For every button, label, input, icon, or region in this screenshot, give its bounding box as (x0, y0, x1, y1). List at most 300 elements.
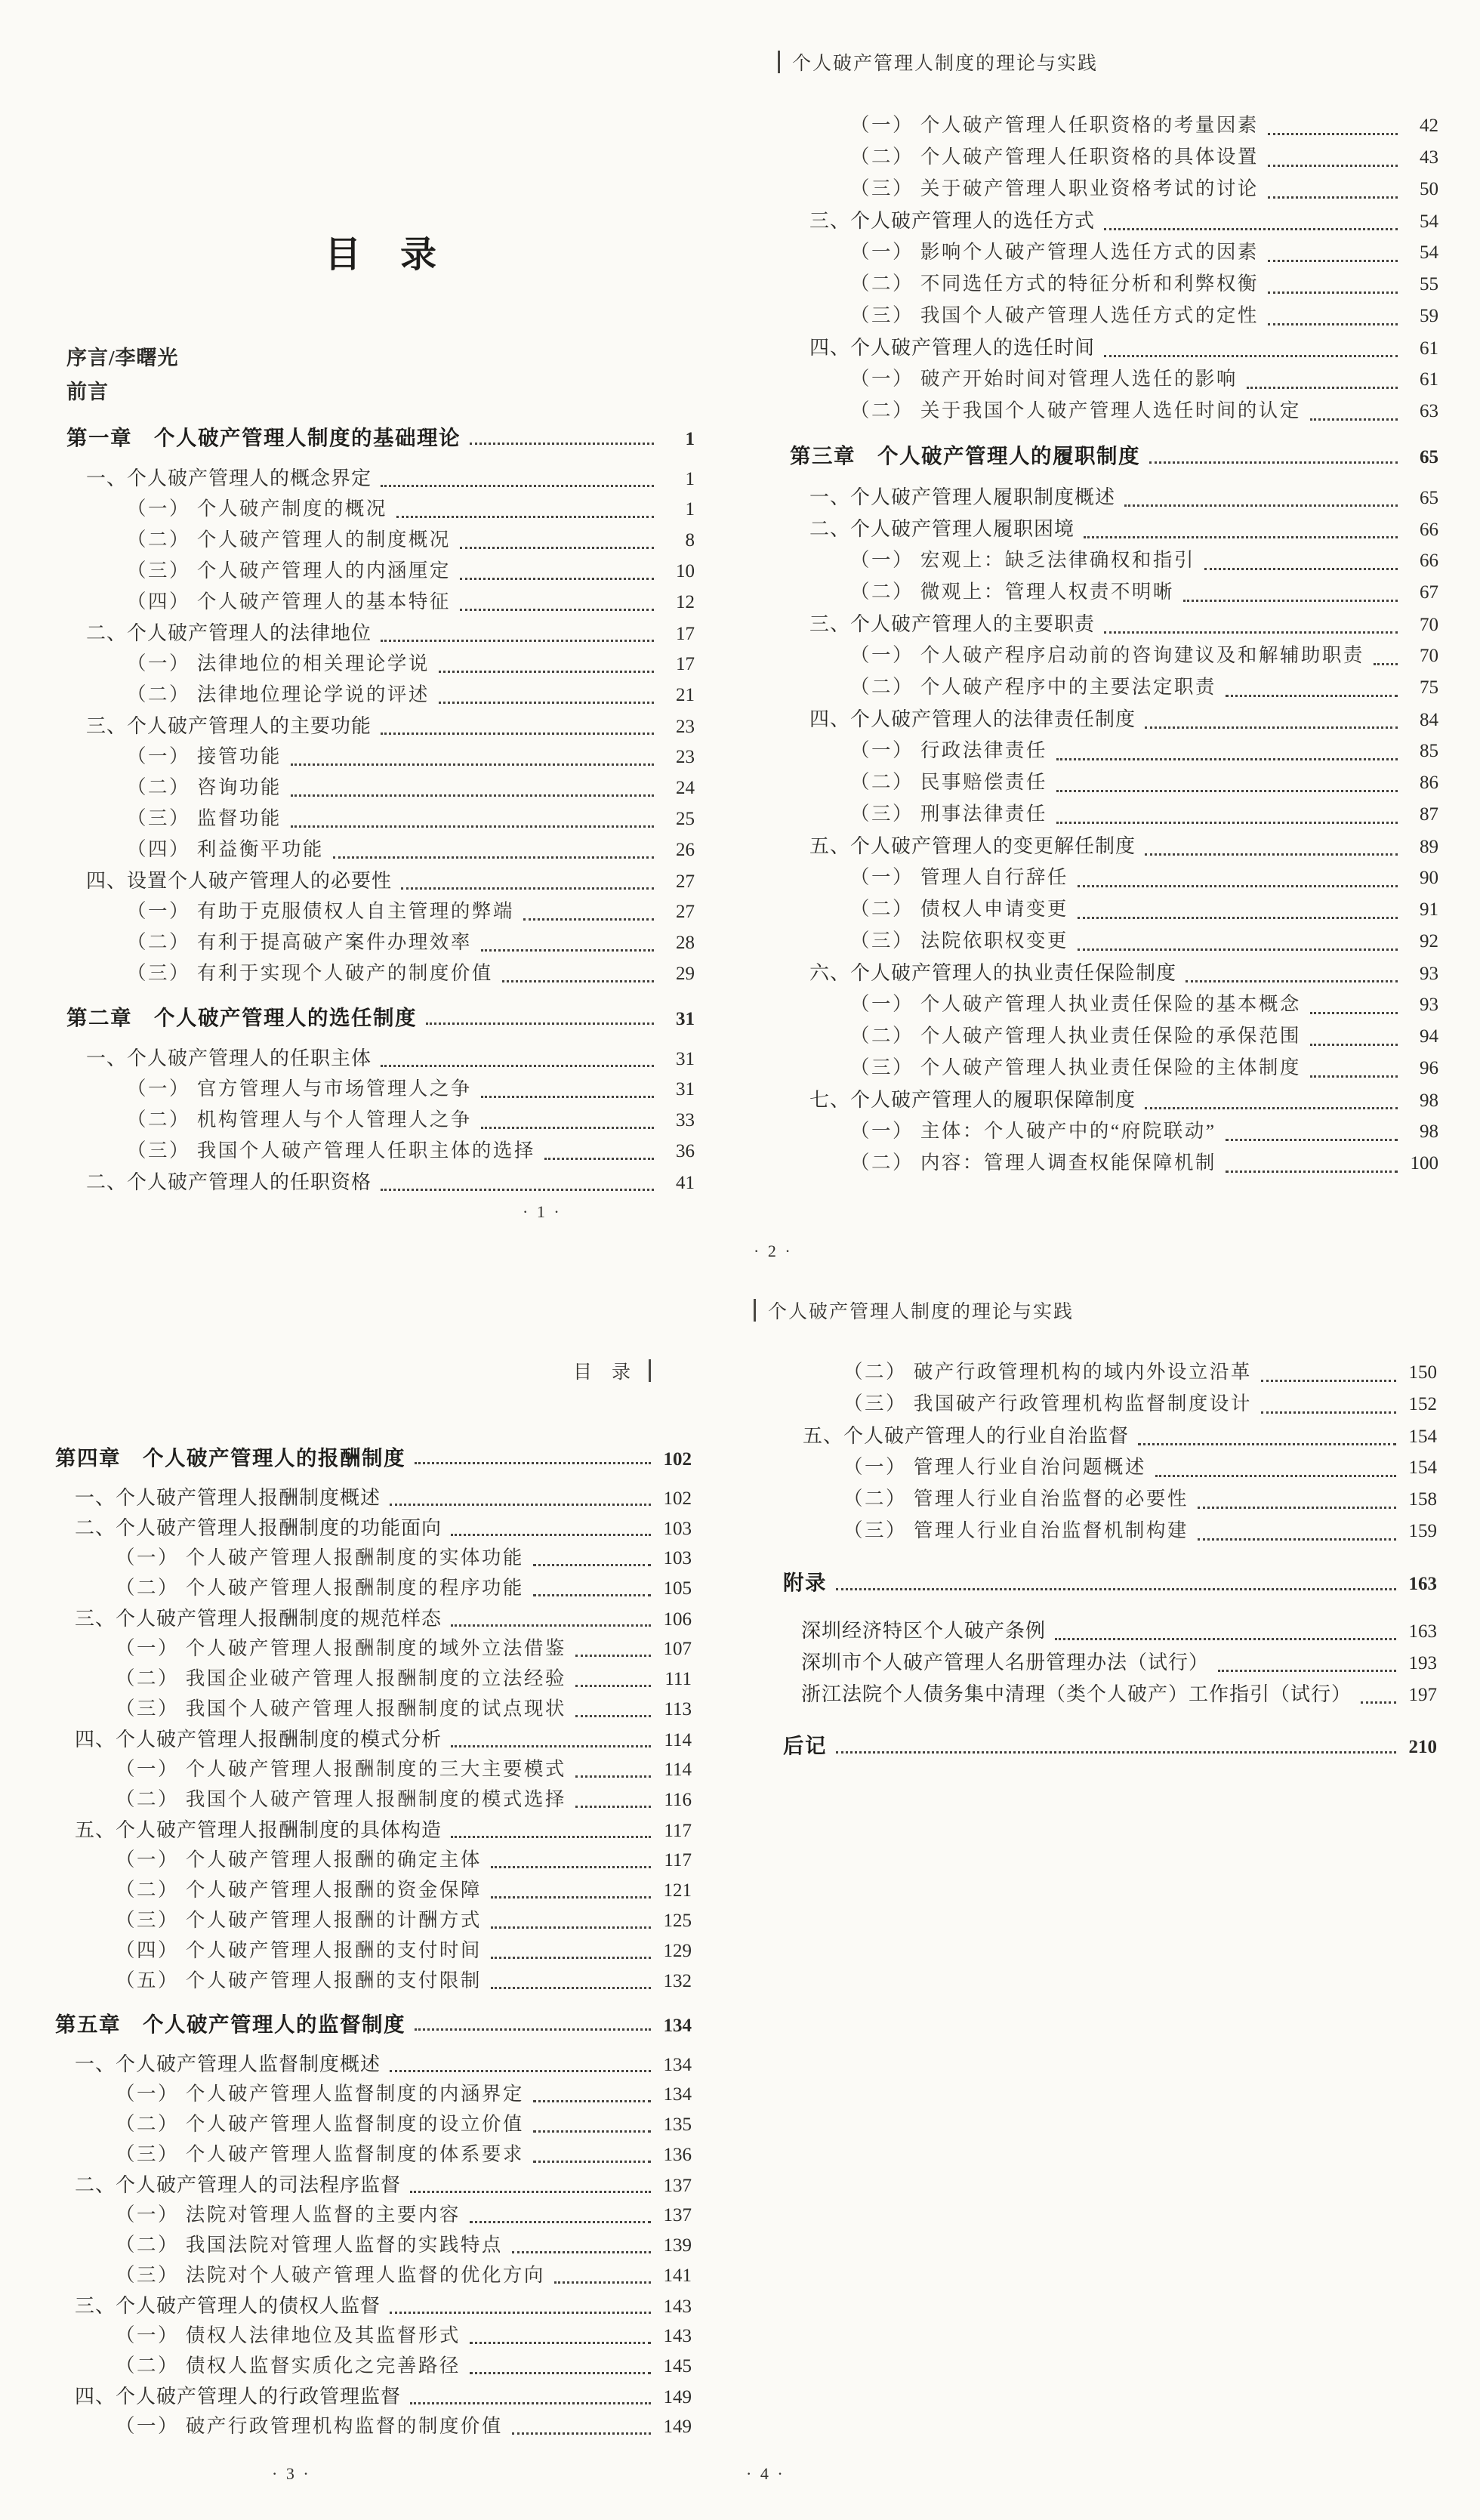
toc-entry-page-number: 121 (663, 1880, 692, 1901)
leader-dots (1361, 1701, 1396, 1704)
toc-entry-page-number: 134 (663, 2016, 692, 2036)
toc-entry-label: 四、个人破产管理人的选任时间 (809, 337, 1096, 359)
toc-entry-page-number: 163 (1408, 1621, 1437, 1642)
toc-entry-page-number: 106 (663, 1609, 692, 1630)
toc-entry-label: （三） 个人破产管理人报酬的计酬方式 (116, 1909, 482, 1931)
running-head-book-title (778, 48, 1098, 76)
leader-dots (836, 1587, 1396, 1590)
toc-entry (66, 463, 695, 494)
toc-entry (783, 1357, 1437, 1389)
toc-entry-label: 五、个人破产管理人报酬制度的具体构造 (75, 1819, 442, 1841)
toc-entry (790, 174, 1438, 205)
toc-entry-label: （四） 个人破产管理人报酬的支付时间 (116, 1939, 482, 1961)
toc-entry-page-number: 163 (1408, 1574, 1437, 1594)
toc-entry-page-number: 91 (1420, 899, 1438, 920)
toc-entry (783, 1679, 1437, 1710)
leader-dots (1186, 979, 1398, 982)
toc-entry (790, 1053, 1438, 1084)
leader-dots (481, 1095, 654, 1098)
toc-entry (55, 2049, 692, 2079)
toc-entry-page-number: 41 (676, 1173, 695, 1193)
toc-entry-label: （二） 关于我国个人破产管理人选任时间的认定 (850, 399, 1301, 421)
toc-entry (790, 831, 1438, 862)
toc-entry-label: （二） 微观上：管理人权责不明晰 (850, 581, 1174, 603)
toc-entry-label: （三） 刑事法律责任 (850, 803, 1047, 825)
toc-entry (790, 1116, 1438, 1148)
toc-entry-label: （一） 个人破产管理人报酬制度的域外立法借鉴 (116, 1637, 566, 1659)
toc-entry-page-number: 65 (1420, 488, 1438, 508)
leader-dots (1104, 631, 1398, 634)
toc-entry (790, 237, 1438, 269)
toc-entry-page-number: 89 (1420, 837, 1438, 857)
toc-entry (790, 767, 1438, 799)
toc-entry-page-number: 114 (664, 1760, 692, 1780)
leader-dots (554, 2281, 651, 2284)
toc-entry-label: （一） 接管功能 (127, 745, 282, 767)
toc-entry-label: 四、个人破产管理人报酬制度的模式分析 (75, 1729, 442, 1750)
leader-dots (1261, 1379, 1396, 1382)
leader-dots (396, 515, 654, 518)
toc-entry-page-number: 31 (676, 1009, 695, 1029)
toc-entry-page-number: 100 (1410, 1153, 1438, 1174)
leader-dots (451, 1533, 651, 1536)
leader-dots (1198, 1506, 1396, 1509)
toc-entry (66, 341, 695, 375)
toc-entry-label: 第一章 个人破产管理人制度的基础理论 (66, 426, 461, 449)
running-head-char-mu: 目 (572, 1362, 612, 1383)
toc-entry-label: （二） 个人破产程序中的主要法定职责 (850, 676, 1216, 698)
toc-entry (790, 482, 1438, 514)
leader-dots (470, 442, 654, 445)
toc-entry-page-number: 92 (1420, 931, 1438, 952)
toc-entry (55, 1633, 692, 1664)
toc-entry-label: （三） 关于破产管理人职业资格考试的讨论 (850, 177, 1259, 199)
toc-entry-label: （三） 我国个人破产管理人报酬制度的试点现状 (116, 1698, 566, 1720)
leader-dots (533, 2130, 651, 2133)
toc-entry-label: 第四章 个人破产管理人的报酬制度 (55, 1446, 405, 1470)
toc-entry-label: （三） 我国破产行政管理机构监督制度设计 (843, 1393, 1252, 1414)
toc-entry-page-number: 90 (1420, 868, 1438, 888)
leader-dots (1218, 1669, 1396, 1672)
toc-entry-page-number: 65 (1420, 447, 1438, 467)
running-head-book-title (754, 1297, 1074, 1324)
leader-dots (836, 1750, 1396, 1754)
toc-entry-page-number: 102 (663, 1449, 692, 1470)
toc-entries-page1 (66, 409, 695, 1198)
toc-entry (790, 364, 1438, 396)
toc-entry-page-number: 134 (663, 2055, 692, 2075)
toc-title-char-lu: 录 (400, 235, 437, 275)
toc-entry (55, 2411, 692, 2441)
toc-entry (790, 439, 1438, 470)
toc-entry-label: （一） 影响个人破产管理人选任方式的因素 (850, 241, 1259, 263)
toc-entry-label: 浙江法院个人债务集中清理（类个人破产）工作指引（试行） (801, 1683, 1352, 1705)
toc-page-4 (740, 1260, 1480, 2520)
toc-entry-label: 三、个人破产管理人的债权人监督 (75, 2295, 381, 2317)
toc-entry-page-number: 55 (1420, 274, 1438, 295)
toc-entry-page-number: 36 (676, 1141, 695, 1161)
toc-entry-label: 四、个人破产管理人的行政管理监督 (75, 2386, 402, 2407)
toc-entry-label: 七、个人破产管理人的履职保障制度 (809, 1089, 1136, 1111)
toc-entry-page-number: 17 (676, 654, 695, 674)
toc-entry-page-number: 1 (685, 469, 695, 489)
toc-entry-page-number: 135 (663, 2114, 692, 2135)
toc-entry-label: 深圳市个人破产管理人名册管理办法（试行） (801, 1652, 1210, 1673)
header-rule-icon (649, 1359, 651, 1382)
toc-entry-page-number: 149 (663, 2387, 692, 2407)
leader-dots (1261, 1411, 1396, 1414)
toc-entry (66, 927, 695, 958)
toc-entry (783, 1729, 1437, 1760)
toc-entry-page-number: 25 (676, 809, 695, 829)
leader-dots (491, 1865, 651, 1868)
toc-entry (790, 332, 1438, 364)
toc-entry-page-number: 85 (1420, 741, 1438, 761)
toc-entry-page-number: 23 (676, 747, 695, 767)
toc-entry (55, 1966, 692, 1996)
toc-entry (55, 2230, 692, 2260)
toc-entry-page-number: 152 (1408, 1394, 1437, 1414)
leader-dots (575, 1654, 651, 1657)
toc-entry-page-number: 29 (676, 964, 695, 984)
toc-entry-page-number: 129 (663, 1941, 692, 1961)
toc-entry-page-number: 113 (664, 1699, 692, 1720)
toc-entry-page-number: 61 (1420, 369, 1438, 390)
leader-dots (491, 1895, 651, 1898)
toc-entry-page-number: 67 (1420, 582, 1438, 603)
leader-dots (1268, 132, 1398, 135)
toc-entry-page-number: 143 (663, 2296, 692, 2317)
toc-entry-label: （一） 法律地位的相关理论学说 (127, 652, 430, 674)
toc-entry-label: （三） 我国个人破产管理人任职主体的选择 (127, 1140, 535, 1161)
page-number-footer: · 2 · (754, 1241, 793, 1260)
toc-entry (55, 1784, 692, 1815)
toc-entry-label: （二） 个人破产管理人报酬的资金保障 (116, 1879, 482, 1901)
leader-dots (1374, 662, 1398, 665)
leader-dots (1056, 821, 1398, 824)
toc-entry-page-number: 158 (1408, 1489, 1437, 1510)
toc-entry-label: （一） 法院对管理人监督的主要内容 (116, 2204, 461, 2225)
toc-entry (66, 649, 695, 680)
leader-dots (1149, 461, 1398, 464)
toc-entry-page-number: 134 (663, 2084, 692, 2105)
front-matter-list (66, 341, 695, 409)
leader-dots (333, 856, 654, 859)
toc-entry (790, 269, 1438, 301)
toc-entry-label: （一） 破产行政管理机构监督的制度价值 (116, 2415, 503, 2437)
toc-entry (790, 514, 1438, 545)
toc-entry-page-number: 98 (1420, 1121, 1438, 1142)
toc-entry-label: 二、个人破产管理人履职困境 (809, 518, 1075, 540)
leader-dots (1268, 196, 1398, 199)
toc-entry-label: （一） 官方管理人与市场管理人之争 (127, 1078, 472, 1100)
leader-dots (451, 1835, 651, 1838)
leader-dots (1268, 291, 1398, 294)
toc-entry-page-number: 63 (1420, 401, 1438, 421)
toc-entry (66, 1001, 695, 1032)
toc-entry-page-number: 59 (1420, 306, 1438, 326)
leader-dots (1268, 259, 1398, 262)
leader-dots (502, 979, 654, 982)
toc-entry-label: （二） 个人破产管理人报酬制度的程序功能 (116, 1577, 524, 1599)
toc-entry-page-number: 125 (663, 1911, 692, 1931)
toc-entry (55, 1603, 692, 1633)
leader-dots (481, 1126, 654, 1129)
toc-entry-page-number: 31 (676, 1049, 695, 1069)
toc-entry-page-number: 28 (676, 933, 695, 953)
leader-dots (544, 1157, 654, 1160)
toc-entry-page-number: 70 (1420, 646, 1438, 666)
toc-title-char-mu: 目 (324, 235, 361, 275)
toc-entry (66, 1043, 695, 1074)
leader-dots (575, 1684, 651, 1687)
toc-entry-label: （一） 个人破产管理人监督制度的内涵界定 (116, 2083, 524, 2105)
leader-dots (1204, 567, 1398, 570)
leader-dots (291, 763, 654, 766)
toc-entry-label: 一、个人破产管理人的概念界定 (86, 467, 372, 489)
leader-dots (512, 2250, 651, 2253)
toc-entry (55, 2200, 692, 2230)
leader-dots (439, 670, 654, 673)
toc-entry (783, 1452, 1437, 1484)
toc-entry (55, 1573, 692, 1603)
toc-entry (55, 1724, 692, 1754)
leader-dots (1268, 164, 1398, 167)
toc-entry-label: 序言/李曙光 (66, 347, 179, 369)
toc-entry-label: 三、个人破产管理人的主要功能 (86, 715, 372, 737)
toc-entry-page-number: 61 (1420, 338, 1438, 359)
toc-entry-label: （三） 监督功能 (127, 807, 282, 829)
toc-entry (66, 865, 695, 896)
toc-entry-label: （三） 个人破产管理人的内涵厘定 (127, 560, 451, 581)
toc-entry (55, 2007, 692, 2037)
toc-entry-page-number: 87 (1420, 804, 1438, 825)
toc-entry-label: 附录 (783, 1571, 827, 1594)
toc-entry-label: （二） 破产行政管理机构的域内外设立沿革 (843, 1361, 1252, 1383)
leader-dots (1310, 418, 1398, 421)
toc-entry-page-number: 210 (1408, 1737, 1437, 1757)
toc-entry-page-number: 93 (1420, 964, 1438, 984)
toc-entry-label: （三） 法院对个人破产管理人监督的优化方向 (116, 2264, 545, 2286)
toc-entry-page-number: 154 (1408, 1427, 1437, 1447)
leader-dots (512, 2432, 651, 2435)
toc-entry-page-number: 93 (1420, 995, 1438, 1015)
toc-entry (55, 2170, 692, 2200)
toc-title (66, 225, 695, 277)
leader-dots (1056, 757, 1398, 760)
toc-entries-page4 (783, 1357, 1437, 1778)
toc-entry-label: （二） 内容：管理人调查权能保障机制 (850, 1152, 1216, 1174)
leader-dots (575, 1775, 651, 1778)
page-number-footer: · 1 · (523, 1202, 562, 1221)
toc-entry (55, 1482, 692, 1513)
toc-entry-page-number: 10 (676, 561, 695, 581)
toc-entry-label: （一） 主体：个人破产中的“府院联动” (850, 1120, 1216, 1142)
toc-entry-page-number: 1 (685, 429, 695, 449)
toc-entry-label: 三、个人破产管理人报酬制度的规范样态 (75, 1608, 442, 1630)
leader-dots (291, 794, 654, 797)
toc-entry-label: 三、个人破产管理人的主要职责 (809, 613, 1096, 635)
toc-page-2 (740, 0, 1480, 1260)
leader-dots (1056, 789, 1398, 792)
toc-entry (66, 680, 695, 711)
toc-entry (55, 1935, 692, 1966)
toc-entry-label: （二） 个人破产管理人的制度概况 (127, 529, 451, 551)
toc-entry (55, 2260, 692, 2290)
toc-entry (66, 742, 695, 773)
toc-entry (790, 301, 1438, 332)
leader-dots (481, 948, 654, 952)
leader-dots (451, 1744, 651, 1747)
toc-entry-page-number: 27 (676, 871, 695, 892)
toc-entry-page-number: 132 (663, 1971, 692, 1991)
leader-dots (575, 1714, 651, 1717)
toc-entry-page-number: 42 (1420, 116, 1438, 136)
toc-entry-page-number: 24 (676, 778, 695, 798)
toc-entry-label: （二） 债权人监督实质化之完善路径 (116, 2355, 461, 2377)
toc-entry (66, 1105, 695, 1136)
toc-entry (66, 494, 695, 525)
page-number-footer: · 3 · (272, 2464, 311, 2483)
toc-entry-page-number: 145 (663, 2356, 692, 2377)
toc-entry (783, 1389, 1437, 1420)
leader-dots (1104, 354, 1398, 357)
leader-dots (390, 2069, 651, 2072)
toc-entry-label: 二、个人破产管理人的法律地位 (86, 622, 372, 644)
toc-entry-label: （一） 管理人自行辞任 (850, 866, 1068, 888)
toc-entry-page-number: 86 (1420, 773, 1438, 793)
toc-entry (66, 1074, 695, 1105)
toc-entry-label: 深圳经济特区个人破产条例 (801, 1620, 1047, 1642)
leader-dots (523, 918, 654, 921)
toc-entry (55, 1815, 692, 1845)
toc-entry-page-number: 84 (1420, 710, 1438, 730)
toc-entry (790, 396, 1438, 427)
leader-dots (1183, 599, 1398, 602)
toc-entry-page-number: 159 (1408, 1521, 1437, 1541)
toc-entry-page-number: 103 (663, 1519, 692, 1539)
toc-entry-page-number: 70 (1420, 615, 1438, 635)
toc-entry (790, 704, 1438, 736)
running-head-text: 个人破产管理人制度的理论与实践 (768, 1302, 1075, 1322)
toc-entry (66, 587, 695, 618)
leader-dots (426, 1022, 654, 1025)
toc-entry-label: 五、个人破产管理人的变更解任制度 (809, 835, 1136, 857)
toc-entry-label: 第二章 个人破产管理人的选任制度 (66, 1006, 417, 1029)
running-head-text: 个人破产管理人制度的理论与实践 (792, 54, 1099, 74)
leader-dots (1138, 1442, 1396, 1445)
toc-entry-page-number: 137 (663, 2176, 692, 2196)
leader-dots (1124, 504, 1398, 507)
toc-entry (66, 834, 695, 865)
toc-entry (66, 896, 695, 927)
leader-dots (1268, 322, 1398, 325)
toc-entry (55, 1543, 692, 1573)
leader-dots (491, 1956, 651, 1959)
leader-dots (401, 887, 654, 890)
toc-entry-page-number: 107 (663, 1639, 692, 1659)
toc-entry (55, 2321, 692, 2351)
toc-entry-label: （三） 我国个人破产管理人选任方式的定性 (850, 304, 1259, 326)
toc-entry (66, 773, 695, 804)
leader-dots (1145, 1106, 1398, 1109)
toc-entry-page-number: 193 (1408, 1653, 1437, 1673)
toc-entry-label: 四、个人破产管理人的法律责任制度 (809, 708, 1136, 730)
leader-dots (390, 1503, 651, 1506)
toc-entry-label: （一） 个人破产管理人执业责任保险的基本概念 (850, 993, 1301, 1015)
toc-entry-label: 二、个人破产管理人的司法程序监督 (75, 2174, 402, 2196)
toc-entry-label: （二） 管理人行业自治监督的必要性 (843, 1488, 1189, 1510)
toc-entry-page-number: 139 (663, 2235, 692, 2256)
toc-entry (55, 2139, 692, 2170)
toc-entry-label: （一） 破产开始时间对管理人选任的影响 (850, 368, 1238, 390)
toc-entry-page-number: 111 (664, 1669, 692, 1689)
toc-entry (783, 1565, 1437, 1597)
toc-entry-label: （二） 我国企业破产管理人报酬制度的立法经验 (116, 1667, 566, 1689)
leader-dots (1226, 1170, 1398, 1173)
toc-entry (790, 142, 1438, 174)
toc-entry-label: （二） 个人破产管理人执业责任保险的承保范围 (850, 1025, 1301, 1047)
leader-dots (533, 1563, 651, 1566)
toc-entry (55, 2381, 692, 2411)
toc-entry (55, 2351, 692, 2381)
toc-entry-label: （一） 债权人法律地位及其监督形式 (116, 2324, 461, 2346)
toc-entry (66, 958, 695, 989)
toc-entry-label: （一） 个人破产管理人报酬制度的实体功能 (116, 1547, 524, 1568)
toc-entry-label: （五） 个人破产管理人报酬的支付限制 (116, 1969, 482, 1991)
toc-entry-label: 三、个人破产管理人的选任方式 (809, 210, 1096, 232)
toc-entry-page-number: 31 (676, 1079, 695, 1100)
toc-entry (790, 110, 1438, 142)
toc-entry (55, 2290, 692, 2321)
toc-entry (790, 1148, 1438, 1180)
toc-entry-label: 一、个人破产管理人的任职主体 (86, 1047, 372, 1069)
leader-dots (451, 1624, 651, 1627)
toc-entry (66, 804, 695, 834)
toc-entry-label: （三） 管理人行业自治监督机制构建 (843, 1519, 1189, 1541)
toc-entry-page-number: 150 (1408, 1362, 1437, 1383)
toc-entry-page-number: 27 (676, 902, 695, 922)
toc-entry-page-number: 149 (663, 2417, 692, 2437)
toc-entry-label: （四） 利益衡平功能 (127, 838, 324, 860)
leader-dots (1310, 1011, 1398, 1014)
toc-entry (790, 894, 1438, 926)
toc-entry-page-number: 143 (663, 2326, 692, 2346)
leader-dots (381, 1064, 654, 1067)
leader-dots (1055, 1637, 1396, 1640)
toc-entry (55, 1513, 692, 1543)
toc-entry-label: （三） 法院依职权变更 (850, 930, 1068, 952)
toc-entry-label: （二） 个人破产管理人任职资格的具体设置 (850, 146, 1259, 168)
toc-entry-label: （一） 个人破产制度的概况 (127, 498, 387, 520)
toc-entry (790, 577, 1438, 609)
toc-entry-page-number: 1 (685, 499, 695, 520)
toc-entry-page-number: 102 (663, 1488, 692, 1509)
toc-entry (790, 1084, 1438, 1116)
leader-dots (1078, 884, 1398, 887)
toc-entry-label: （一） 宏观上：缺乏法律确权和指引 (850, 549, 1195, 571)
toc-entry-label: （二） 咨询功能 (127, 776, 282, 798)
leader-dots (533, 2099, 651, 2102)
toc-entry (66, 1167, 695, 1198)
toc-entry (66, 618, 695, 649)
toc-entry-label: 第三章 个人破产管理人的履职制度 (790, 444, 1140, 467)
leader-dots (381, 732, 654, 735)
toc-entry (55, 2109, 692, 2139)
toc-entry (783, 1420, 1437, 1452)
toc-entry-page-number: 136 (663, 2145, 692, 2165)
toc-entry (55, 2079, 692, 2109)
